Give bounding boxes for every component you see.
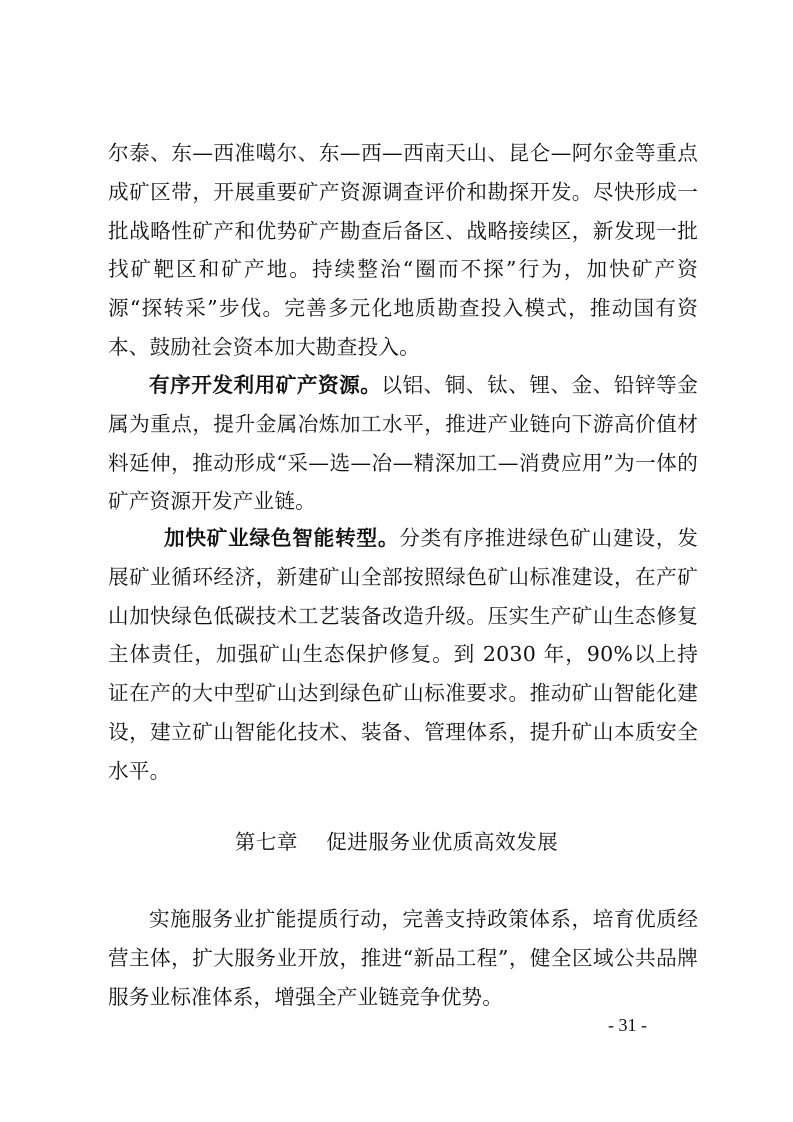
paragraph-green-smart-mining <box>108 519 698 791</box>
paragraph-text: 分类有序推进绿色矿山建设，发展矿业循环经济，新建矿山全部按照绿色矿山标准建设，在产矿山加快绿色低碳技术工艺装备改造升级。压实生产矿山生态修复主体责任，加强矿山生态保护修复。到 2030 年，90%以上持证在产的大中型矿山达到绿色矿山标准要求。推动矿山智能化建设，建立矿山智能化技术、装备、管理体系，提升矿山本质安全水平。 <box>108 526 698 783</box>
chapter-number: 第七章 <box>234 830 299 854</box>
paragraph-chapter-intro <box>108 900 698 1016</box>
paragraph-text: 以铝、铜、钛、锂、金、铅锌等金属为重点，提升金属冶炼加工水平，推进产业链向下游高价值材料延伸，推动形成“采—选—冶—精深加工—消费应用”为一体的矿产资源开发产业链。 <box>108 373 699 514</box>
page-number: - 31 - <box>608 1015 647 1035</box>
chapter-title: 促进服务业优质高效发展 <box>326 830 559 854</box>
paragraph-text: 实施服务业扩能提质行动，完善支持政策体系，培育优质经营主体，扩大服务业开放，推进“新品工程”，健全区域公共品牌服务业标准体系，增强全产业链竞争优势。 <box>108 907 698 1009</box>
paragraph-lead-heading: 有序开发利用矿产资源。 <box>149 373 382 397</box>
chapter-heading <box>0 823 793 861</box>
paragraph-orderly-development <box>108 366 698 521</box>
paragraph-mineral-exploration <box>108 134 698 367</box>
paragraph-text: 尔泰、东—西准噶尔、东—西—西南天山、昆仑—阿尔金等重点成矿区带，开展重要矿产资源调查评价和勘探开发。尽快形成一批战略性矿产和优势矿产勘查后备区、战略接续区，新发现一批找矿靶区和矿产地。持续整治“圈而不探”行为，加快矿产资源“探转采”步伐。完善多元化地质勘查投入模式，推动国有资本、鼓励社会资本加大勘查投入。 <box>108 141 698 359</box>
paragraph-lead-heading: 加快矿业绿色智能转型。 <box>164 526 400 550</box>
